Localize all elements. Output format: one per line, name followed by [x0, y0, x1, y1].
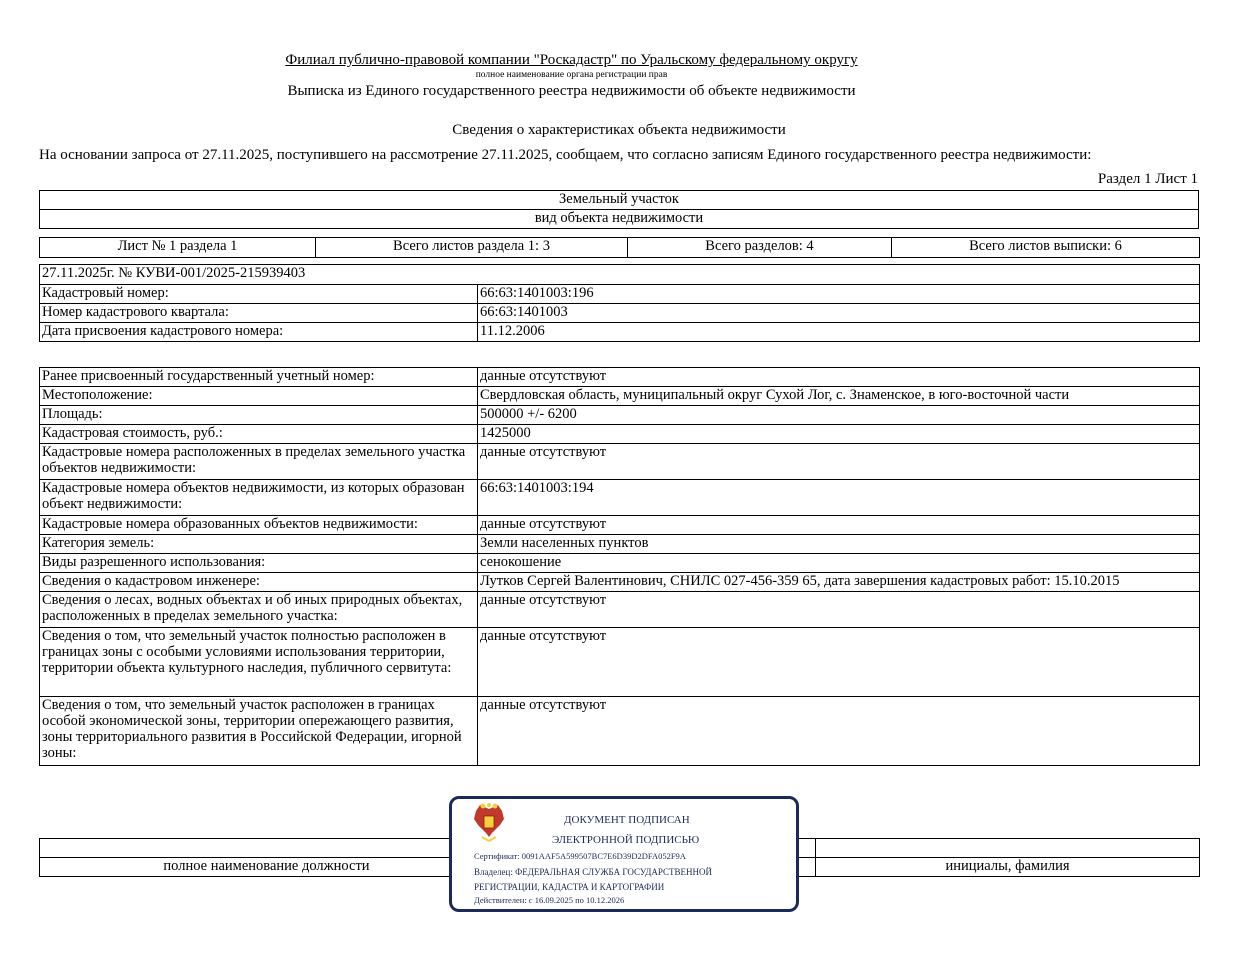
record-number: 27.11.2025г. № КУВИ-001/2025-215939403 — [40, 265, 1200, 285]
record-label: Номер кадастрового квартала: — [40, 304, 478, 323]
record-value: 11.12.2006 — [478, 323, 1200, 342]
detail-value: данные отсутствуют — [478, 516, 1200, 535]
sheet-number: Лист № 1 раздела 1 — [40, 238, 316, 258]
stamp-valid: Действителен: с 16.09.2025 по 10.12.2026 — [474, 895, 625, 905]
stamp-certificate: Сертификат: 0091AAF5A599507BC7E6D39D2DFA052F9A — [474, 851, 686, 861]
name-label: инициалы, фамилия — [816, 858, 1200, 877]
record-table — [39, 264, 1200, 342]
name-blank — [816, 839, 1200, 858]
details-table — [39, 367, 1200, 766]
org-note: полное наименование органа регистрации прав — [475, 70, 668, 80]
doc-title: Выписка из Единого государственного реестра недвижимости об объекте недвижимости — [287, 83, 856, 99]
detail-value: данные отсутствуют — [478, 368, 1200, 387]
detail-label: Площадь: — [40, 406, 478, 425]
detail-value: 66:63:1401003:194 — [478, 480, 1200, 516]
stamp-line1: ДОКУМЕНТ ПОДПИСАН — [564, 814, 690, 826]
detail-label: Сведения о том, что земельный участок расположен в границах особой экономической зоны, территории опережающего развития, зоны территориального развития в Российской Федерации, игорной зоны: — [40, 697, 478, 766]
total-sections: Всего разделов: 4 — [628, 238, 892, 258]
detail-value: 1425000 — [478, 425, 1200, 444]
detail-value: 500000 +/- 6200 — [478, 406, 1200, 425]
object-type-table — [39, 190, 1199, 229]
detail-label: Кадастровые номера объектов недвижимости, из которых образован объект недвижимости: — [40, 480, 478, 516]
detail-value: Земли населенных пунктов — [478, 535, 1200, 554]
section-title: Сведения о характеристиках объекта недвижимости — [452, 122, 786, 138]
stamp-owner2: РЕГИСТРАЦИИ, КАДАСТРА И КАРТОГРАФИИ — [474, 882, 665, 892]
detail-label: Кадастровые номера расположенных в пределах земельного участка объектов недвижимости: — [40, 444, 478, 480]
detail-label: Кадастровая стоимость, руб.: — [40, 425, 478, 444]
detail-value: Лутков Сергей Валентинович, СНИЛС 027-456-359 65, дата завершения кадастровых работ: 15.10.2015 — [478, 573, 1200, 592]
sheets-table — [39, 237, 1200, 258]
detail-value: сенокошение — [478, 554, 1200, 573]
detail-label: Сведения о кадастровом инженере: — [40, 573, 478, 592]
detail-label: Местоположение: — [40, 387, 478, 406]
e-signature-stamp — [449, 796, 799, 912]
position-blank — [40, 839, 494, 858]
detail-label: Ранее присвоенный государственный учетный номер: — [40, 368, 478, 387]
coat-of-arms-icon — [472, 803, 506, 843]
record-value: 66:63:1401003:196 — [478, 285, 1200, 304]
sheets-in-section: Всего листов раздела 1: 3 — [316, 238, 628, 258]
org-name: Филиал публично-правовой компании "Роскадастр" по Уральскому федеральному округу — [285, 52, 858, 68]
detail-value: данные отсутствуют — [478, 444, 1200, 480]
record-value: 66:63:1401003 — [478, 304, 1200, 323]
detail-label: Сведения о лесах, водных объектах и об иных природных объектах, расположенных в пределах земельного участка: — [40, 592, 478, 628]
section-sheet: Раздел 1 Лист 1 — [1097, 171, 1198, 187]
intro-text: На основании запроса от 27.11.2025, поступившего на рассмотрение 27.11.2025, сообщаем, что согласно записям Единого государственного реестра недвижимости: — [39, 147, 1092, 163]
detail-value: Свердловская область, муниципальный округ Сухой Лог, с. Знаменское, в юго-восточной части — [478, 387, 1200, 406]
stamp-line2: ЭЛЕКТРОННОЙ ПОДПИСЬЮ — [552, 834, 700, 846]
position-label: полное наименование должности — [40, 858, 494, 877]
detail-label: Категория земель: — [40, 535, 478, 554]
detail-label: Сведения о том, что земельный участок полностью расположен в границах зоны с особыми условиями использования территории, территории объекта культурного наследия, публичного сервитута: — [40, 628, 478, 697]
stamp-owner1: Владелец: ФЕДЕРАЛЬНАЯ СЛУЖБА ГОСУДАРСТВЕННОЙ — [474, 867, 713, 877]
detail-label: Виды разрешенного использования: — [40, 554, 478, 573]
total-extract-sheets: Всего листов выписки: 6 — [892, 238, 1200, 258]
detail-label: Кадастровые номера образованных объектов недвижимости: — [40, 516, 478, 535]
record-label: Дата присвоения кадастрового номера: — [40, 323, 478, 342]
detail-value: данные отсутствуют — [478, 628, 1200, 697]
detail-value: данные отсутствуют — [478, 697, 1200, 766]
detail-value: данные отсутствуют — [478, 592, 1200, 628]
object-type-label: вид объекта недвижимости — [40, 210, 1199, 229]
record-label: Кадастровый номер: — [40, 285, 478, 304]
object-type: Земельный участок — [40, 191, 1199, 210]
